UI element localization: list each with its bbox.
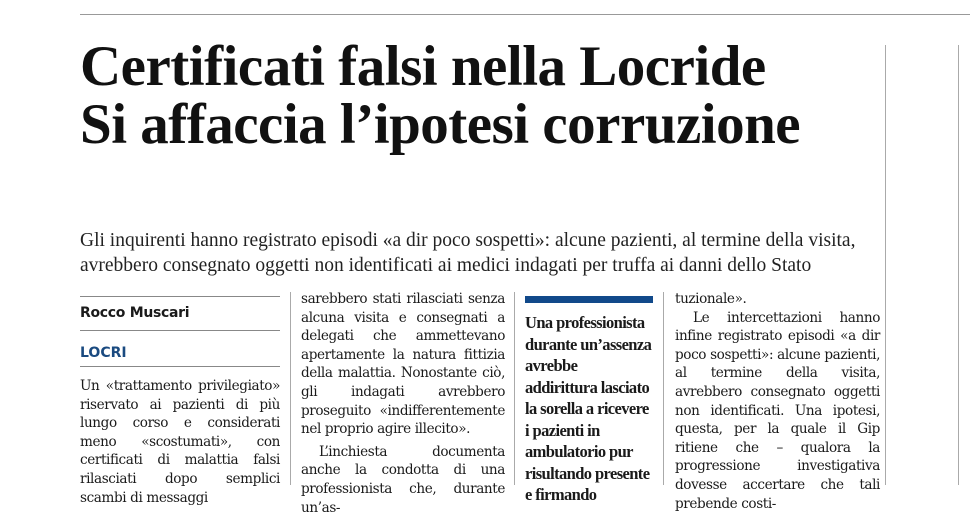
- column-divider: [514, 292, 515, 485]
- column-divider: [290, 292, 291, 485]
- headline-line-1: Certificati falsi nella Locride: [80, 35, 766, 98]
- top-rule: [80, 14, 970, 15]
- paragraph: Un «trattamento privilegiato» riservato ai pazienti di più lungo corso e considerati meno «scostumati», con certificati di malattia falsi rilasciati dopo semplici scambi di messaggi: [80, 378, 280, 506]
- paragraph: L’inchiesta documenta anche la condotta di una professionista che, durante un’as-: [301, 443, 505, 516]
- article-column-4: [675, 290, 880, 513]
- article-column-1: [80, 377, 280, 507]
- paragraph: tuzionale».: [675, 291, 747, 307]
- column-divider: [885, 45, 886, 485]
- column-divider: [958, 45, 959, 485]
- dateline-text: LOCRI: [80, 345, 127, 361]
- author-byline: Rocco Muscari: [80, 296, 280, 331]
- pull-quote-text: Una professionista durante un’assenza avrebbe addirittura lasciato la sorella a ricevere i pazienti in ambulatorio pur risultando presente e firmando: [525, 313, 652, 504]
- subheadline: Gli inquirenti hanno registrato episodi «a dir poco sospetti»: alcune pazienti, al termine della visita, avrebbero consegnato oggetti non identificati ai medici indagati per truffa ai danni dello Stato: [80, 230, 856, 276]
- headline: [80, 35, 801, 156]
- dateline: [80, 340, 280, 367]
- article-column-2: [301, 290, 505, 517]
- pull-quote-bar: [525, 296, 653, 303]
- paragraph: Le intercettazioni hanno infine registrato episodi «a dir poco sospetti»: alcune pazienti, al termine della visita, avrebbero consegnato oggetti non identificati. Una ipotesi, questa, per la quale il Gip ritiene che – qualora la progressione investigativa dovesse accertare che tali prebende costi-: [675, 309, 880, 512]
- column-divider: [663, 292, 664, 485]
- paragraph: sarebbero stati rilasciati senza alcuna visita e consegnati a delegati che ammettevano apertamente la natura fittizia della malattia. Nonostante ciò, gli indagati avrebbero proseguito «indifferentemente nel proprio agire illecito».: [301, 291, 505, 438]
- headline-line-2: Si affaccia l’ipotesi corruzione: [80, 93, 801, 156]
- pull-quote: [525, 296, 653, 506]
